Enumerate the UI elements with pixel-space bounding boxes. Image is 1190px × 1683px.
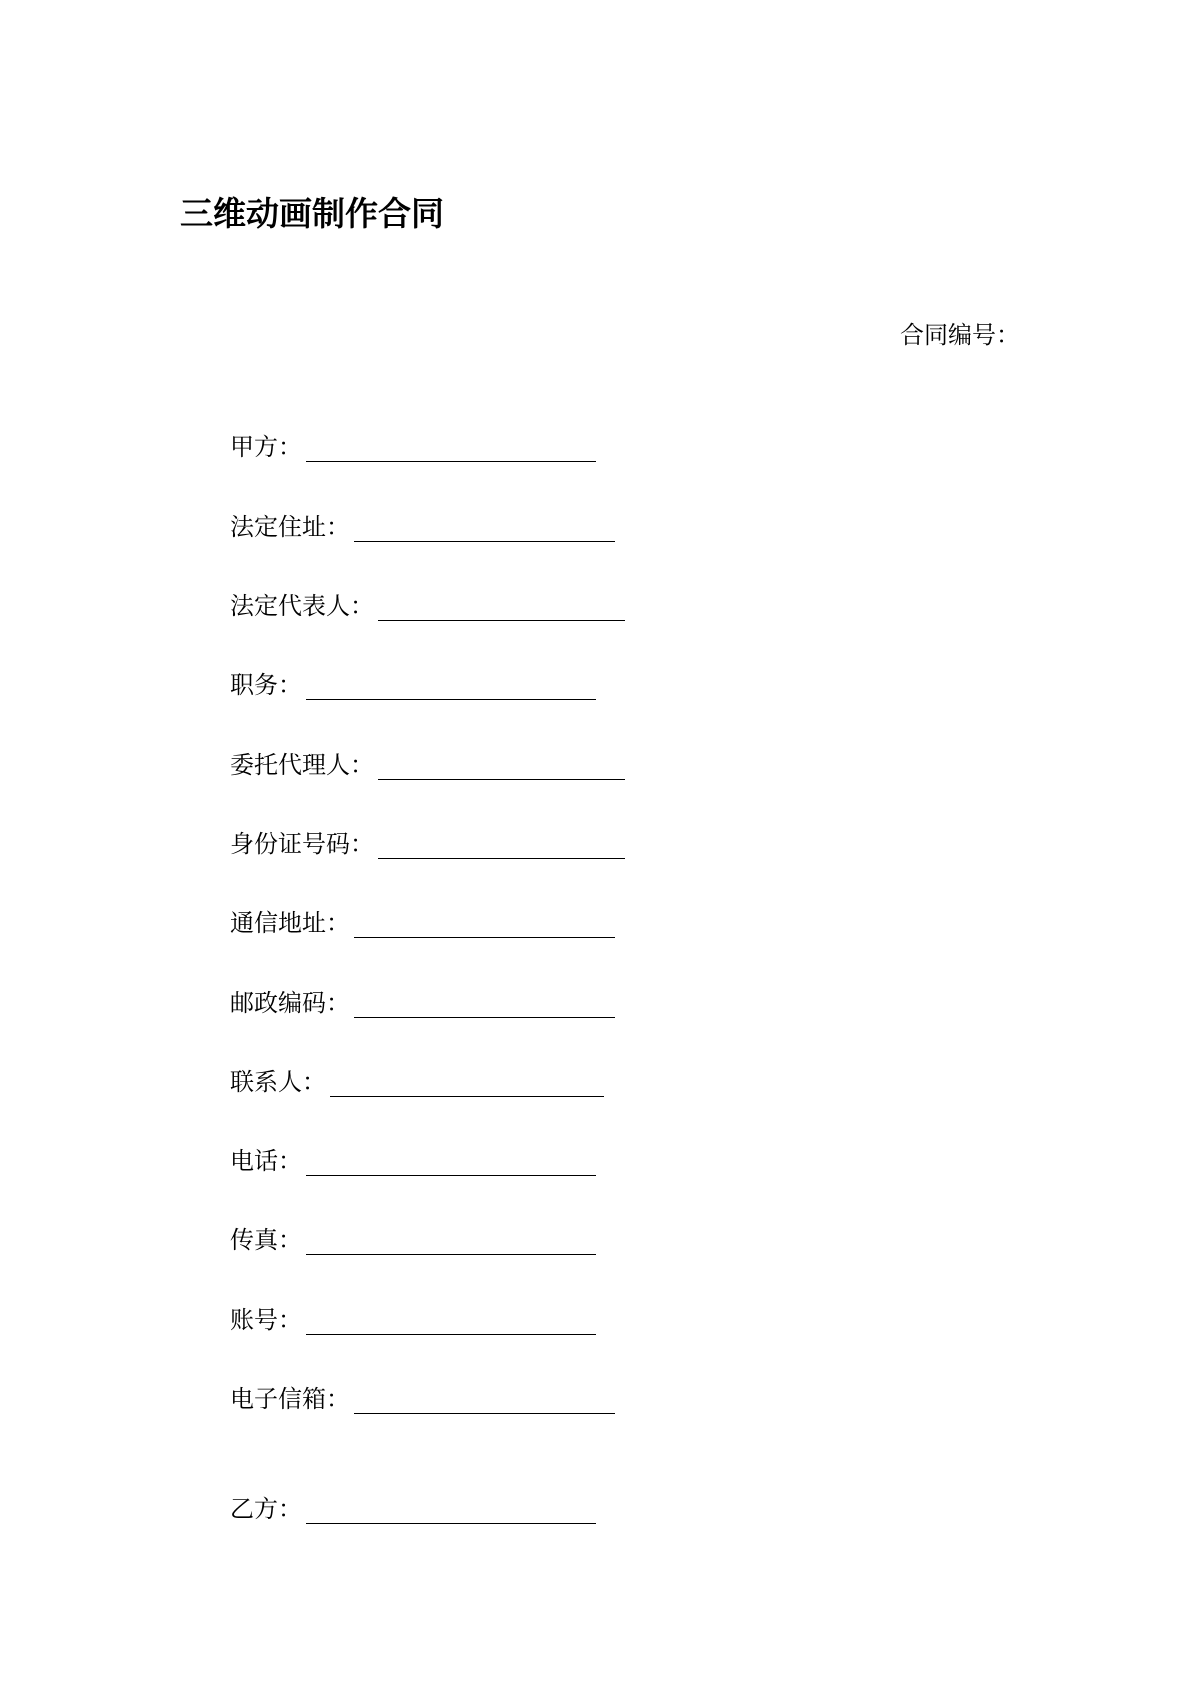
fill-in-line[interactable] xyxy=(306,1175,596,1176)
field-legal-address xyxy=(230,508,615,544)
field-label: 邮政编码： xyxy=(230,989,350,1017)
field-mailing-address xyxy=(230,904,615,940)
field-email xyxy=(230,1380,615,1416)
field-label: 法定代表人： xyxy=(230,592,374,620)
field-label: 委托代理人： xyxy=(230,751,374,779)
fill-in-line[interactable] xyxy=(354,1017,615,1018)
field-label: 法定住址： xyxy=(230,513,350,541)
field-account xyxy=(230,1301,596,1337)
field-label: 电话： xyxy=(230,1147,302,1175)
field-label: 传真： xyxy=(230,1226,302,1254)
field-contact-person xyxy=(230,1063,604,1099)
fill-in-line[interactable] xyxy=(306,699,596,700)
field-label: 通信地址： xyxy=(230,909,350,937)
field-legal-representative xyxy=(230,587,625,623)
field-party-b xyxy=(230,1490,596,1526)
fill-in-line[interactable] xyxy=(330,1096,604,1097)
field-fax xyxy=(230,1221,596,1257)
fill-in-line[interactable] xyxy=(306,1523,596,1524)
field-label: 身份证号码： xyxy=(230,830,374,858)
fill-in-line[interactable] xyxy=(378,858,625,859)
fill-in-line[interactable] xyxy=(306,1254,596,1255)
fill-in-line[interactable] xyxy=(306,461,596,462)
field-authorized-agent xyxy=(230,746,625,782)
field-position xyxy=(230,666,596,702)
fill-in-line[interactable] xyxy=(354,541,615,542)
fill-in-line[interactable] xyxy=(354,937,615,938)
field-label: 账号： xyxy=(230,1306,302,1334)
document-title: 三维动画制作合同 xyxy=(180,194,444,233)
field-id-number xyxy=(230,825,625,861)
field-label: 电子信箱： xyxy=(230,1385,350,1413)
fill-in-line[interactable] xyxy=(306,1334,596,1335)
field-postal-code xyxy=(230,984,615,1020)
field-label: 职务： xyxy=(230,671,302,699)
fill-in-line[interactable] xyxy=(354,1413,615,1414)
fill-in-line[interactable] xyxy=(378,620,625,621)
field-phone xyxy=(230,1142,596,1178)
fill-in-line[interactable] xyxy=(378,779,625,780)
contract-number-label: 合同编号： xyxy=(900,321,1020,349)
field-label: 乙方： xyxy=(230,1495,302,1523)
field-label: 联系人： xyxy=(230,1068,326,1096)
field-label: 甲方： xyxy=(230,433,302,461)
field-party-a xyxy=(230,428,596,464)
